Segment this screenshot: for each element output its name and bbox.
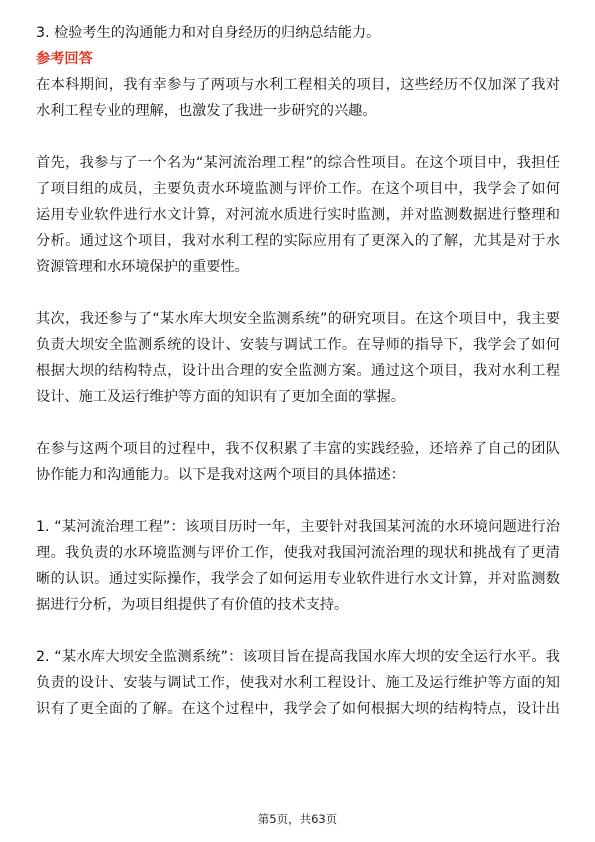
paragraph-line: 负责的设计、安装与调试工作，使我对水利工程设计、施工及运行维护等方面的知 <box>36 675 560 691</box>
page-number-footer: 第5页，共63页 <box>257 812 338 826</box>
paragraph-line: 晰的认识。通过实际操作，我学会了如何运用专业软件进行水文计算，并对监测数 <box>36 571 560 587</box>
page-content <box>36 20 560 722</box>
paragraph-gap <box>36 124 560 150</box>
paragraph-line: 设计、施工及运行维护等方面的知识有了更加全面的掌握。 <box>36 389 405 405</box>
paragraph-line: 根据大坝的结构特点，设计出合理的安全监测方案。通过这个项目，我对水利工程 <box>36 363 560 379</box>
paragraph-3 <box>36 306 560 410</box>
paragraph-line: 理。我负责的水环境监测与评价工作，使我对我国河流治理的现状和挑战有了更清 <box>36 545 560 561</box>
paragraph-line: 首先，我参与了一个名为“某河流治理工程”的综合性项目。在这个项目中，我担任 <box>36 155 560 171</box>
paragraph-line: 在本科期间，我有幸参与了两项与水利工程相关的项目，这些经历不仅加深了我对 <box>36 77 560 93</box>
paragraph-line: 在参与这两个项目的过程中，我不仅积累了丰富的实践经验，还培养了自己的团队 <box>36 441 560 457</box>
paragraph-6 <box>36 644 560 722</box>
paragraph-line: 运用专业软件进行水文计算，对河流水质进行实时监测，并对监测数据进行整理和 <box>36 207 560 223</box>
paragraph-gap <box>36 488 560 514</box>
paragraph-line: 1. “某河流治理工程”：该项目历时一年，主要针对我国某河流的水环境问题进行治 <box>36 519 560 535</box>
paragraph-line: 协作能力和沟通能力。以下是我对这两个项目的具体描述： <box>36 467 405 483</box>
paragraph-gap <box>36 280 560 306</box>
paragraph-4 <box>36 436 560 488</box>
paragraph-line: 2. “某水库大坝安全监测系统”：该项目旨在提高我国水库大坝的安全运行水平。我 <box>36 649 560 665</box>
answer-heading: 参考回答 <box>36 51 93 67</box>
paragraph-gap <box>36 410 560 436</box>
paragraph-line: 其次，我还参与了“某水库大坝安全监测系统”的研究项目。在这个项目中，我主要 <box>36 311 560 327</box>
paragraph-line: 资源管理和水环境保护的重要性。 <box>36 259 249 275</box>
paragraph-line: 据进行分析，为项目组提供了有价值的技术支持。 <box>36 597 349 613</box>
paragraph-line: 了项目组的成员，主要负责水环境监测与评价工作。在这个项目中，我学会了如何 <box>36 181 560 197</box>
paragraph-5 <box>36 514 560 618</box>
intro-point-3: 3. 检验考生的沟通能力和对自身经历的归纳总结能力。 <box>36 25 381 41</box>
paragraph-line: 识有了更全面的了解。在这个过程中，我学会了如何根据大坝的结构特点，设计出 <box>36 701 560 717</box>
paragraph-1 <box>36 72 560 124</box>
paragraph-2 <box>36 150 560 280</box>
paragraph-gap <box>36 618 560 644</box>
paragraph-line: 负责大坝安全监测系统的设计、安装与调试工作。在导师的指导下，我学会了如何 <box>36 337 560 353</box>
paragraph-line: 分析。通过这个项目，我对水利工程的实际应用有了更深入的了解，尤其是对于水 <box>36 233 560 249</box>
paragraph-line: 水利工程专业的理解，也激发了我进一步研究的兴趣。 <box>36 103 377 119</box>
